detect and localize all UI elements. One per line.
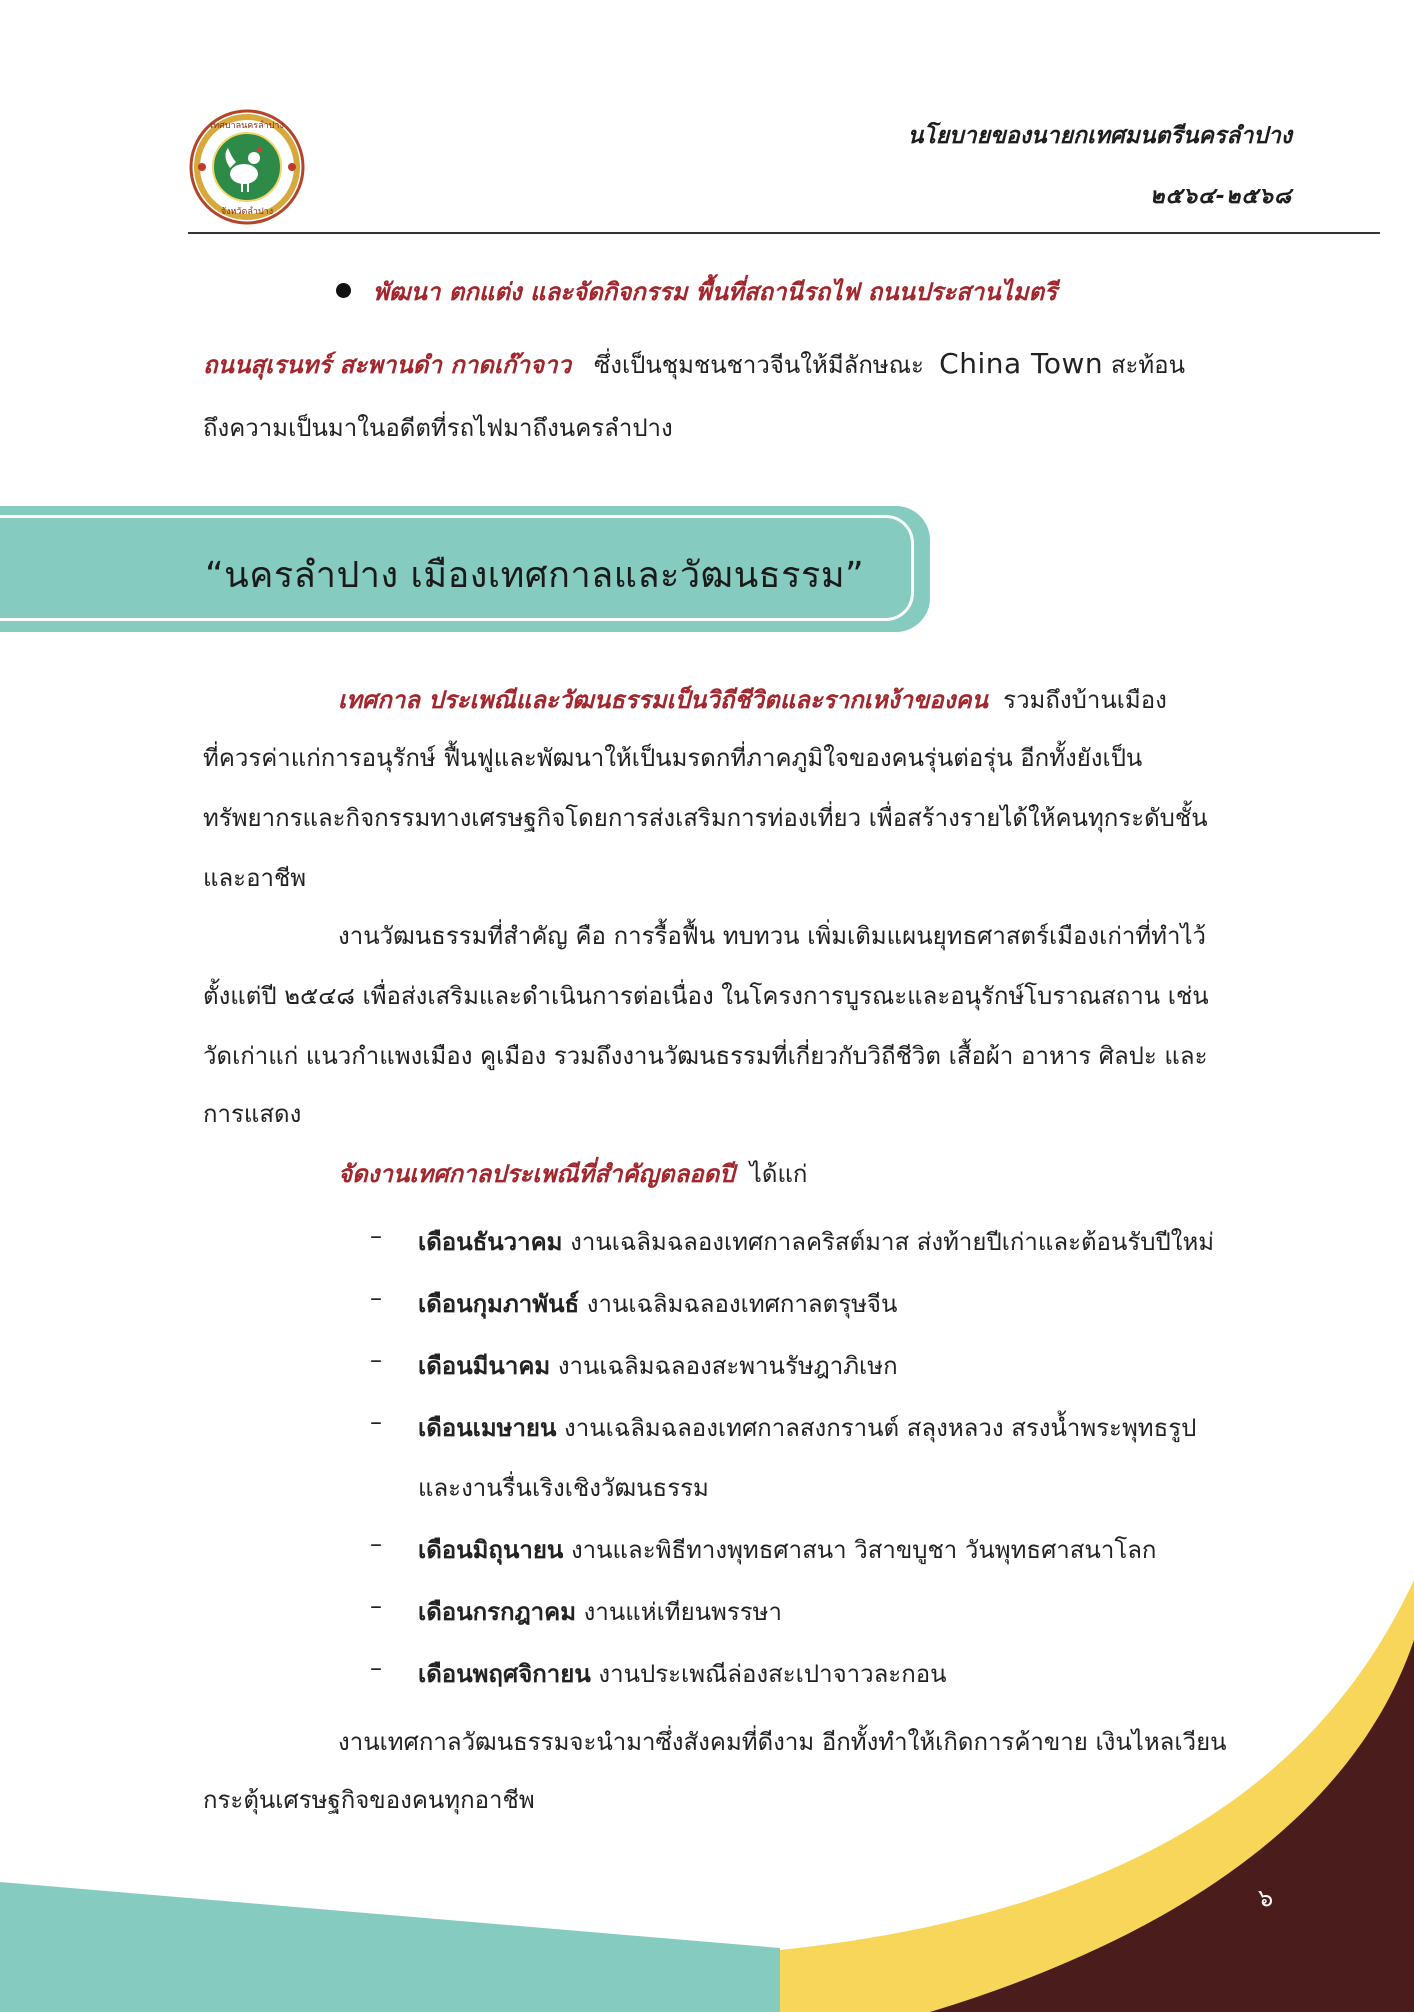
p2-line-2: ตั้งแต่ปี ๒๕๔๘ เพื่อส่งเสริมและดำเนินการต่อเนื่อง ในโครงการบูรณะและอนุรักษ์โบราณสถาน เช่น xyxy=(203,982,1209,1010)
closing-line-1: งานเทศกาลวัฒนธรรมจะนำมาซึ่งสังคมที่ดีงาม อีกทั้งทำให้เกิดการค้าขาย เงินไหลเวียน xyxy=(338,1728,1227,1756)
intro-line-3: ถึงความเป็นมาในอดีตที่รถไฟมาถึงนครลำปาง xyxy=(203,414,673,442)
closing-line-2: กระตุ้นเศรษฐกิจของคนทุกอาชีพ xyxy=(203,1786,535,1814)
p1-line-3: ทรัพยากรและกิจกรรมทางเศรษฐกิจโดยการส่งเสริมการท่องเที่ยว เพื่อสร้างรายได้ให้คนทุกระดับชั้น xyxy=(203,804,1208,832)
header-years: ๒๕๖๔-๒๕๖๘ xyxy=(1150,184,1292,209)
teal-wave-shape xyxy=(0,1882,780,2012)
page-number: ๖ xyxy=(1258,1884,1274,1912)
p2-line-1: งานวัฒนธรรมที่สำคัญ คือ การรื้อฟื้น ทบทวน เพิ่มเติมแผนยุทธศาสตร์เมืองเก่าที่ทำไว้ xyxy=(338,922,1206,950)
bullet-icon xyxy=(336,283,351,298)
intro-line-2: ถนนสุเรนทร์ สะพานดำ กาดเก๊าจาว ซึ่งเป็นชุมชนชาวจีนให้มีลักษณะ China Town สะท้อน xyxy=(203,347,1185,380)
header-divider xyxy=(188,232,1380,234)
svg-text:เทศบาลนครลำปาง: เทศบาลนครลำปาง xyxy=(210,121,284,131)
header-title: นโยบายของนายกเทศมนตรีนครลำปาง xyxy=(907,123,1292,149)
svg-text:จังหวัดลำปาง: จังหวัดลำปาง xyxy=(220,207,274,217)
p1-line-4: และอาชีพ xyxy=(203,864,307,892)
municipality-seal xyxy=(188,108,306,226)
p2-line-4: การแสดง xyxy=(203,1100,302,1128)
section-title: “นครลำปาง เมืองเทศกาลและวัฒนธรรม” xyxy=(205,555,865,596)
intro-bullet-line: พัฒนา ตกแต่ง และจัดกิจกรรม พื้นที่สถานีรถไฟ ถนนประสานไมตรี xyxy=(336,262,1412,322)
p2-line-3: วัดเก่าแก่ แนวกำแพงเมือง คูเมือง รวมถึงงานวัฒนธรรมที่เกี่ยวกับวิถีชีวิต เสื้อผ้า อาหาร ศิลปะ และ xyxy=(203,1042,1208,1070)
p1-line-1: เทศกาล ประเพณีและวัฒนธรรมเป็นวิถีชีวิตและรากเหง้าของคน รวมถึงบ้านเมือง xyxy=(338,686,1167,714)
p1-line-2: ที่ควรค่าแก่การอนุรักษ์ ฟื้นฟูและพัฒนาให้เป็นมรดกที่ภาคภูมิใจของคนรุ่นต่อรุ่น อีกทั้งยังเป็น xyxy=(203,744,1143,772)
festival-heading: จัดงานเทศกาลประเพณีที่สำคัญตลอดปี ได้แก่ xyxy=(338,1160,808,1188)
